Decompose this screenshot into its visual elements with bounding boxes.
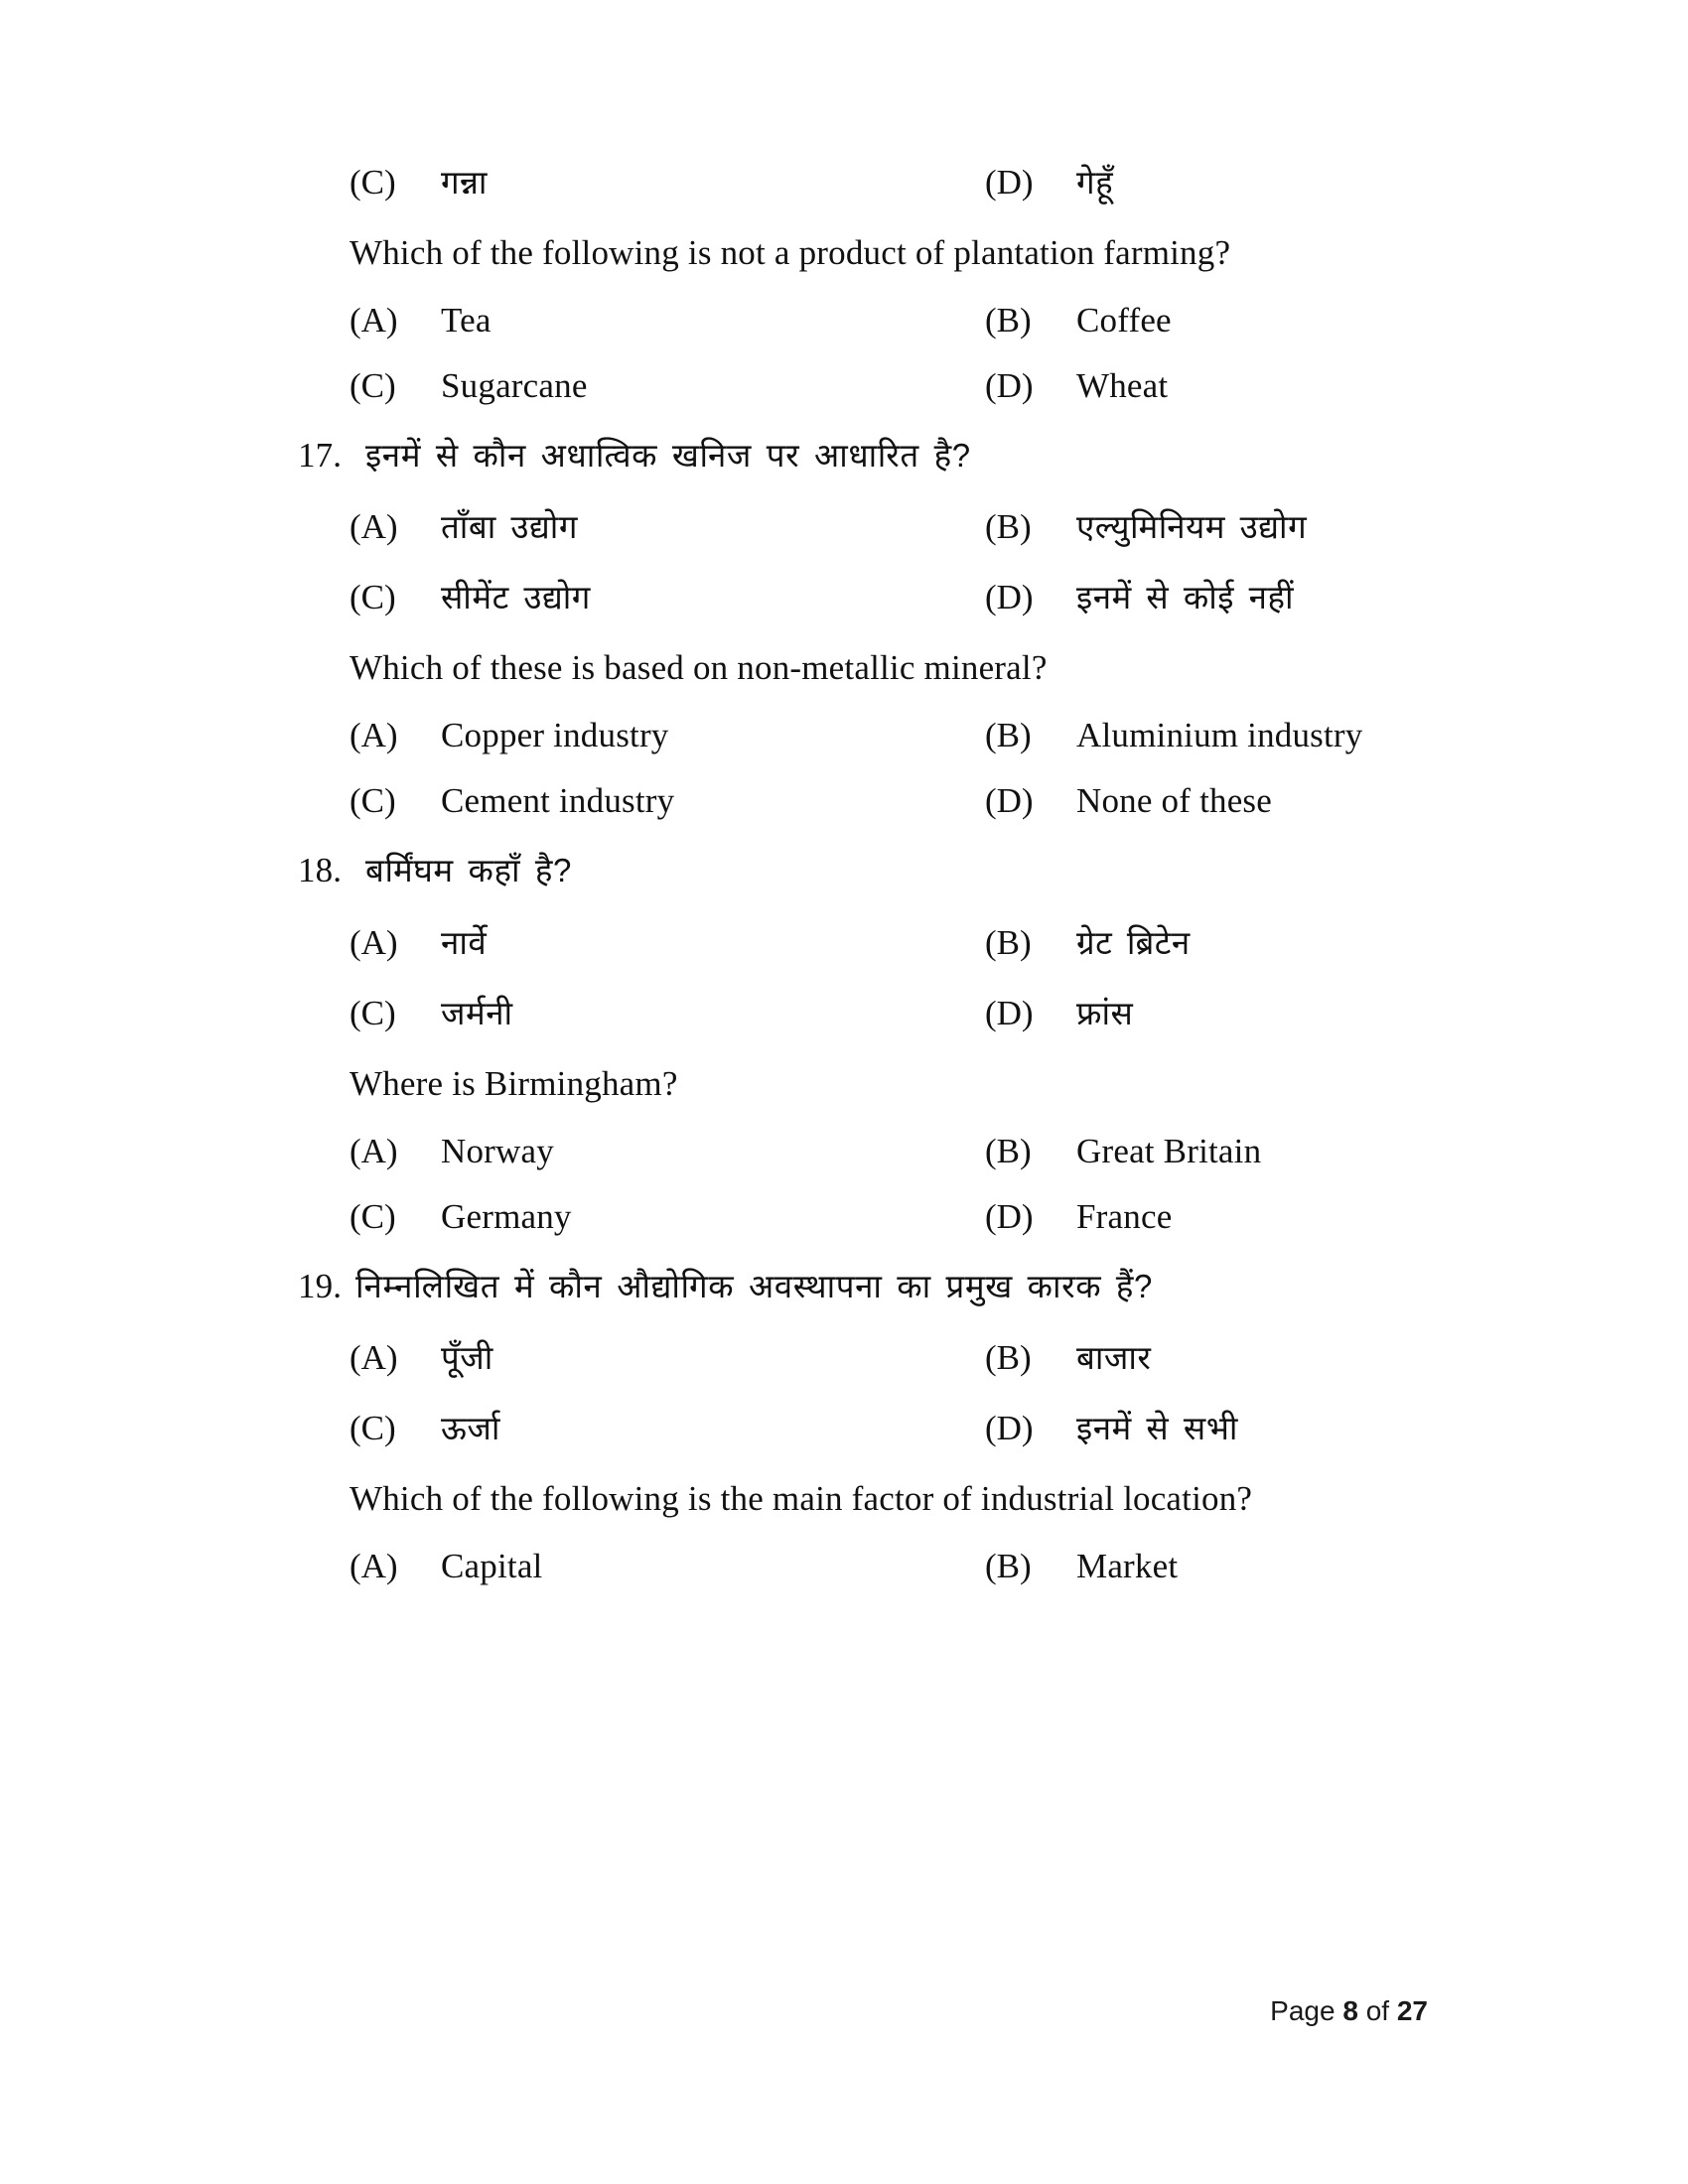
option-tag-c: (C) [350,163,396,202]
option-row-q16-cd [350,366,1491,406]
footer-total-pages: 27 [1396,1995,1428,2026]
option-tag-d: (D) [985,163,1034,202]
option-tag-b: (B) [985,1546,1032,1585]
spacer [0,1519,1688,1547]
spacer [0,891,1688,919]
question-stem-hindi-18: बर्मिंघम कहाँ है? [365,852,572,889]
option-q17-hi-b[interactable] [985,503,1491,548]
option-q17-hi-a[interactable] [350,503,985,548]
option-q19-hi-b[interactable] [985,1334,1491,1379]
option-tag-d: (D) [985,781,1034,821]
question-stem-hindi-19: निम्नलिखित में कौन औद्योगिक अवस्थापना का प्रमुख कारक हैं? [355,1267,1154,1304]
option-tag-b: (B) [985,507,1032,547]
option-q18-hi-d[interactable] [985,990,1491,1034]
spacer [0,548,1688,574]
option-tag-b: (B) [985,301,1032,340]
option-label-b: ग्रेट ब्रिटेन [1076,923,1191,961]
question-17 [298,436,1688,476]
option-q18-hi-c[interactable] [350,990,985,1034]
spacer [0,476,1688,503]
option-q19-en-a[interactable] [350,1547,985,1586]
question-stem-english-19: Which of the following is the main factor of industrial location? [350,1478,1253,1518]
option-c-carryover[interactable] [350,159,985,204]
option-label-c: गन्ना [441,164,488,201]
spacer [0,1449,1688,1479]
option-tag-a: (A) [350,922,398,962]
option-label-a: Tea [441,301,492,340]
option-q18-en-a[interactable] [350,1132,985,1171]
spacer [0,1171,1688,1197]
footer-current-page: 8 [1342,1995,1358,2026]
option-row-q17-english-cd [350,781,1491,821]
option-label-d: इनमें से कोई नहीं [1076,579,1295,616]
option-tag-d: (D) [985,578,1034,617]
option-tag-c: (C) [350,993,396,1032]
option-row-q19-hindi-cd [350,1405,1491,1449]
option-label-a: Capital [441,1546,543,1585]
option-label-b: Great Britain [1076,1131,1262,1170]
option-tag-b: (B) [985,1337,1032,1377]
spacer [0,273,1688,301]
option-row-q19-hindi-ab [350,1334,1491,1379]
option-q16-c[interactable] [350,366,985,406]
option-tag-b: (B) [985,922,1032,962]
spacer [0,1034,1688,1064]
option-q18-hi-b[interactable] [985,919,1491,964]
page-footer [0,1995,1688,2027]
option-label-d: इनमें से सभी [1076,1409,1238,1446]
option-row-q17-hindi-cd [350,574,1491,618]
option-label-a: पूँजी [441,1338,493,1376]
question-19 [298,1267,1688,1306]
option-tag-a: (A) [350,1131,398,1170]
option-q18-hi-a[interactable] [350,919,985,964]
option-row-q17-hindi-ab [350,503,1491,548]
option-label-d: गेहूँ [1076,164,1114,201]
option-tag-b: (B) [985,716,1032,755]
option-tag-a: (A) [350,301,398,340]
option-q17-en-b[interactable] [985,716,1491,755]
option-q19-hi-d[interactable] [985,1405,1491,1449]
spacer [0,618,1688,648]
option-tag-d: (D) [985,366,1034,405]
option-label-a: नार्वे [441,923,488,961]
option-label-c: सीमेंट उद्योग [441,579,591,616]
option-label-d: None of these [1076,781,1272,821]
option-q17-hi-c[interactable] [350,574,985,618]
option-tag-a: (A) [350,716,398,755]
spacer [0,688,1688,716]
option-q18-en-b[interactable] [985,1132,1491,1171]
option-tag-c: (C) [350,1408,396,1447]
option-label-b: एल्युमिनियम उद्योग [1076,508,1308,546]
option-q16-d[interactable] [985,366,1491,406]
option-q19-en-b[interactable] [985,1547,1491,1586]
option-label-a: Copper industry [441,716,669,755]
question-stem-hindi-17: इनमें से कौन अधात्विक खनिज पर आधारित है? [365,437,971,474]
option-q17-en-a[interactable] [350,716,985,755]
option-label-c: जर्मनी [441,994,513,1031]
option-row-carryover [350,159,1491,204]
option-tag-a: (A) [350,1337,398,1377]
option-tag-b: (B) [985,1131,1032,1170]
spacer [0,341,1688,366]
option-q17-en-c[interactable] [350,781,985,821]
option-label-b: बाजार [1076,1338,1152,1376]
question-stem-english-q16: Which of the following is not a product of plantation farming? [350,233,1231,272]
spacer [0,964,1688,990]
option-label-c: ऊर्जा [441,1409,500,1446]
option-q19-hi-c[interactable] [350,1405,985,1449]
spacer [0,1104,1688,1132]
question-number-17: 17. [298,436,343,475]
option-label-c: Sugarcane [441,366,588,405]
option-q16-a[interactable] [350,301,985,341]
option-q16-b[interactable] [985,301,1491,341]
footer-prefix: Page [1270,1995,1336,2026]
option-label-a: ताँबा उद्योग [441,508,578,546]
option-tag-a: (A) [350,507,398,547]
spacer [0,406,1688,436]
option-label-b: Market [1076,1546,1179,1585]
option-q19-hi-a[interactable] [350,1334,985,1379]
option-row-q19-english-ab [350,1547,1491,1586]
option-label-c: Cement industry [441,781,675,821]
option-label-c: Germany [441,1196,572,1236]
option-row-q18-english-ab [350,1132,1491,1171]
spacer [0,1237,1688,1267]
option-tag-a: (A) [350,1546,398,1585]
option-label-d: फ्रांस [1076,994,1134,1031]
option-row-q17-english-ab [350,716,1491,755]
spacer [0,821,1688,851]
option-tag-d: (D) [985,1196,1034,1236]
question-stem-english-17: Which of these is based on non-metallic mineral? [350,648,1048,688]
option-tag-c: (C) [350,366,396,405]
option-label-a: Norway [441,1131,554,1170]
option-row-q16-ab [350,301,1491,341]
option-tag-c: (C) [350,578,396,617]
option-row-q18-english-cd [350,1197,1491,1237]
option-q17-en-d[interactable] [985,781,1491,821]
option-row-q18-hindi-ab [350,919,1491,964]
spacer [0,204,1688,233]
option-tag-d: (D) [985,993,1034,1032]
option-label-d: France [1076,1196,1173,1236]
option-tag-d: (D) [985,1408,1034,1447]
option-label-b: Aluminium industry [1076,716,1363,755]
option-label-b: Coffee [1076,301,1172,340]
question-stem-english-18: Where is Birmingham? [350,1063,678,1103]
spacer [0,1306,1688,1334]
option-q18-en-c[interactable] [350,1197,985,1237]
spacer [0,755,1688,781]
option-tag-c: (C) [350,781,396,821]
footer-middle: of [1365,1995,1390,2026]
option-label-d: Wheat [1076,366,1169,405]
option-q18-en-d[interactable] [985,1197,1491,1237]
question-number-18: 18. [298,851,343,890]
spacer [0,1379,1688,1405]
option-tag-c: (C) [350,1196,396,1236]
question-18 [298,851,1688,890]
option-q17-hi-d[interactable] [985,574,1491,618]
option-row-q18-hindi-cd [350,990,1491,1034]
option-d-carryover[interactable] [985,159,1491,204]
question-number-19: 19. [298,1266,343,1305]
